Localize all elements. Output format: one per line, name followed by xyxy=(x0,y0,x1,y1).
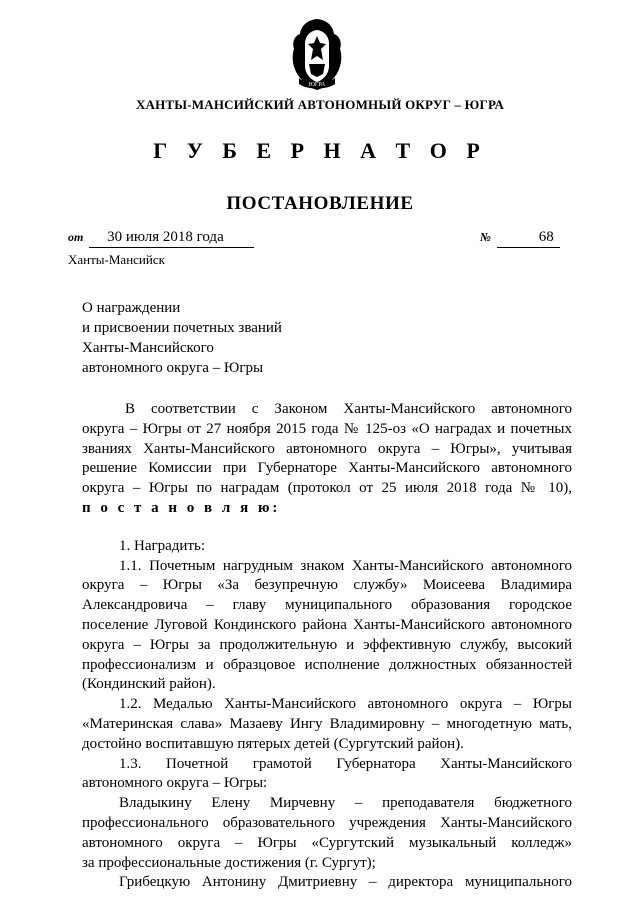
item-1-heading: 1. Наградить: xyxy=(119,537,206,554)
region-heading: ХАНТЫ-МАНСИЙСКИЙ АВТОНОМНЫЙ ОКРУГ – ЮГРА xyxy=(135,97,505,112)
decree-number: 68 xyxy=(497,229,560,248)
subject-line: автономного округа – Югры xyxy=(82,360,264,376)
number-prefix: № xyxy=(480,230,491,244)
document-type-title: ПОСТАНОВЛЕНИЕ xyxy=(226,193,414,214)
subject-line: Ханты-Мансийского xyxy=(82,340,214,356)
item-1-2-line: «Материнская слава» Мазаеву Ингу Владимировну – многодетную мать, xyxy=(82,715,572,732)
decree-resolution-word: п о с т а н о в л я ю: xyxy=(82,499,281,516)
awardee-vladykina-line: автономного округа – Югры «Сургутский музыкальный колледж» xyxy=(82,834,572,851)
awardee-vladykina-line: Владыкину Елену Мирчевну – преподавателя бюджетного xyxy=(119,795,572,812)
item-1-2-line: достойно воспитавшую пятерых детей (Сургутский район). xyxy=(82,735,464,752)
item-1-1-line: округа – Югры за продолжительную и эффективную службу, высокий xyxy=(82,636,572,653)
item-1-1-line: профессионализм и образцовое исполнение должностных обязанностей xyxy=(82,656,572,673)
governor-title: Г У Б Е Р Н А Т О Р xyxy=(153,138,487,163)
subject-line: О награждении xyxy=(82,300,181,316)
item-1-1-line: поселение Луговой Кондинского района Ханты-Мансийского автономного xyxy=(82,616,572,633)
preamble-line: округа – Югры от 27 ноября 2015 года № 125-оз «О наградах и почетных xyxy=(82,420,572,437)
decree-date: 30 июля 2018 года xyxy=(89,229,254,248)
item-1-1-line: 1.1. Почетным нагрудным знаком Ханты-Мансийского автономного xyxy=(119,557,572,574)
awardee-gribetskaya-line: Грибецкую Антонину Дмитриевну – директора муниципального xyxy=(119,874,572,891)
item-1-1-line: (Кондинский район). xyxy=(82,676,216,693)
awardee-vladykina-line: профессионального образовательного учреждения Ханты-Мансийского xyxy=(82,814,572,831)
item-1-1-line: Александровича – главу муниципального образования городское xyxy=(82,597,572,614)
number-line xyxy=(480,229,560,248)
decree-subject xyxy=(82,298,282,378)
subject-line: и присвоении почетных званий xyxy=(82,320,282,336)
preamble-line: округа – Югры по наградам (протокол от 25 июля 2018 года № 10), xyxy=(82,480,572,497)
item-1-3-line: автономного округа – Югры: xyxy=(82,775,268,792)
awardee-vladykina-line: за профессиональные достижения (г. Сургут); xyxy=(82,854,376,871)
date-line xyxy=(68,229,254,248)
preamble-line: решение Комиссии при Губернаторе Ханты-Мансийского автономного xyxy=(82,460,572,477)
coat-of-arms-emblem xyxy=(279,16,355,92)
preamble-line: В соответствии с Законом Ханты-Мансийского автономного xyxy=(125,401,572,417)
item-1-3-line: 1.3. Почетной грамотой Губернатора Ханты-Мансийского xyxy=(119,755,572,772)
city-name: Ханты-Мансийск xyxy=(68,252,165,267)
decree-body xyxy=(82,400,572,893)
item-1-2-line: 1.2. Медалью Ханты-Мансийского автономного округа – Югры xyxy=(119,696,572,713)
svg-text:ЮГРА: ЮГРА xyxy=(308,82,326,88)
date-prefix: от xyxy=(68,230,84,244)
item-1-1-line: округа – Югры «За безупречную службу» Моисеева Владимира xyxy=(82,577,572,594)
preamble-line: званиях Ханты-Мансийского автономного округа – Югры», учитывая xyxy=(82,440,572,457)
